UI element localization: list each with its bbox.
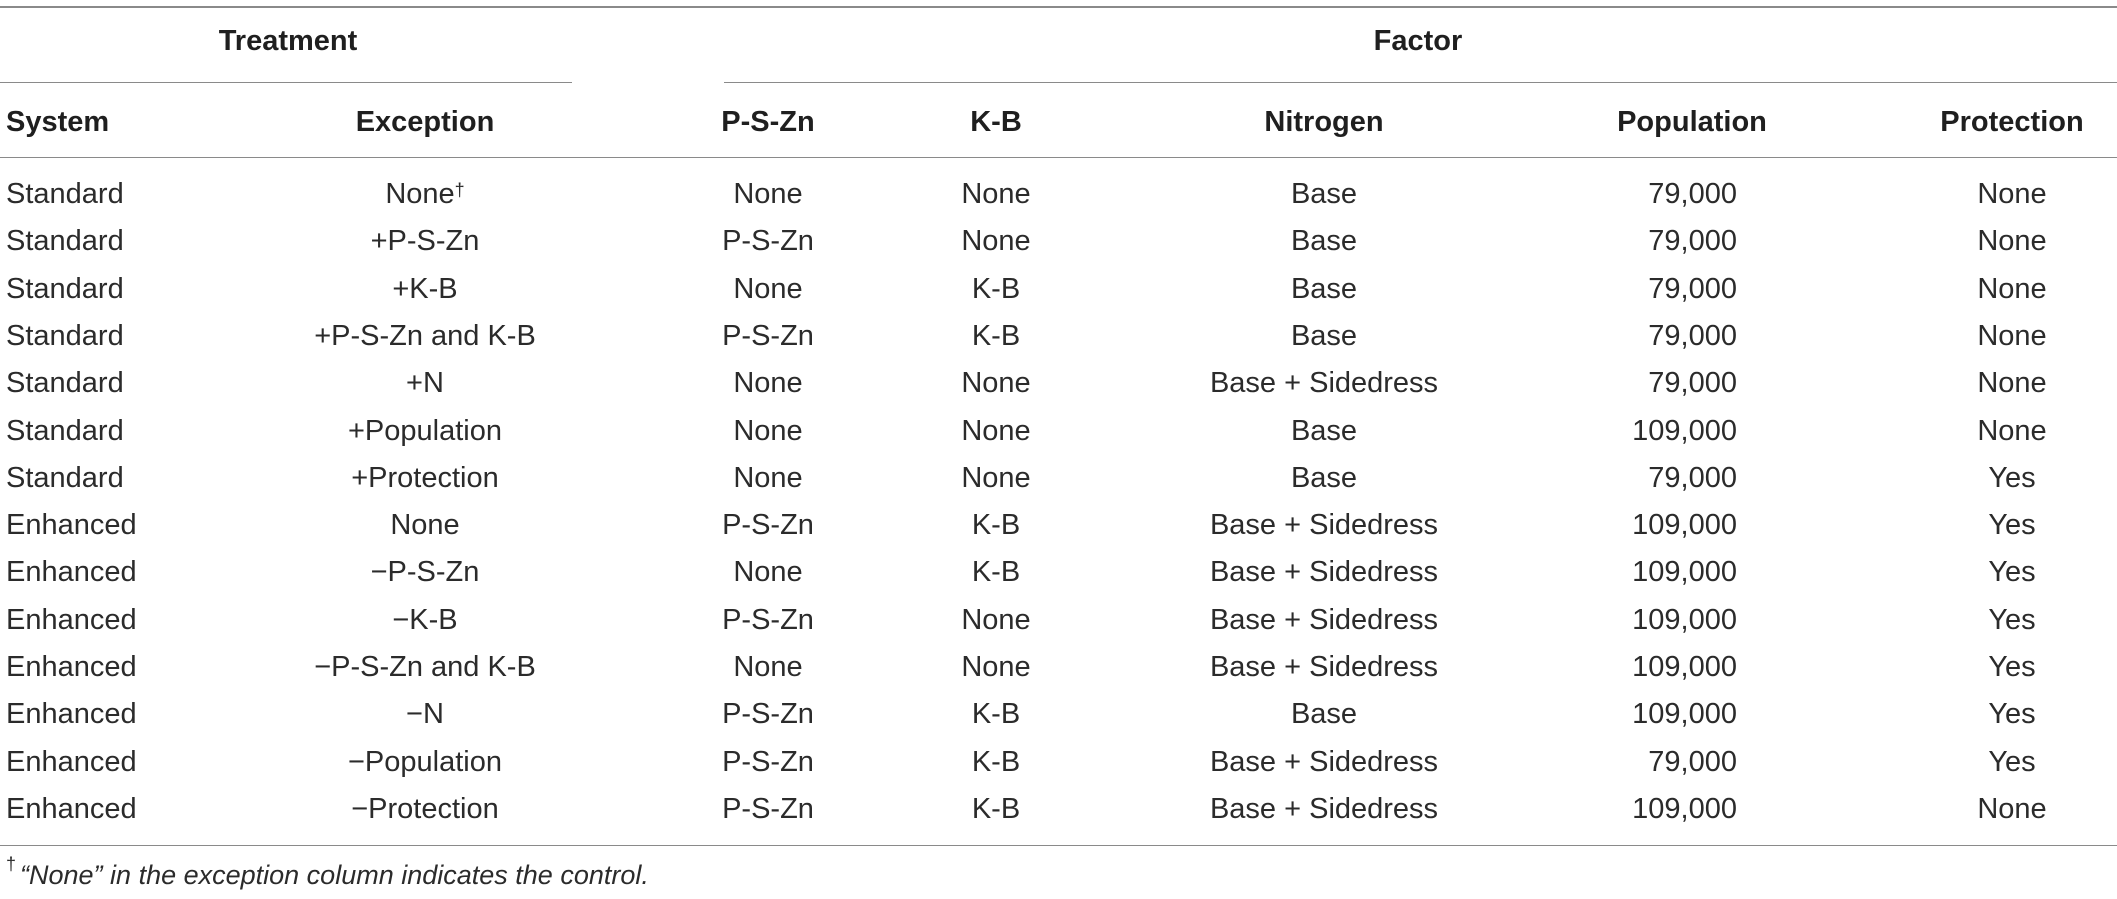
footnote (6, 854, 649, 891)
cell-population: 109,000 (1632, 651, 1737, 683)
cell-nitrogen: Base + Sidedress (1209, 604, 1439, 636)
cell-k-b: None (961, 415, 1031, 447)
column-header-system: System (6, 106, 110, 138)
cell-p-s-zn: None (733, 273, 803, 305)
cell-protection: None (1977, 793, 2047, 825)
cell-p-s-zn: None (733, 462, 803, 494)
cell-system: Enhanced (6, 509, 137, 541)
cell-system: Standard (6, 462, 124, 494)
cell-exception: −Protection (351, 793, 499, 825)
cell-k-b: K-B (971, 273, 1021, 305)
cell-exception: None (390, 509, 460, 541)
cell-protection: Yes (1988, 462, 2036, 494)
top-rule (0, 6, 2117, 8)
cell-exception: −P-S-Zn and K-B (314, 651, 536, 683)
cell-exception: +P-S-Zn (370, 225, 480, 257)
cell-system: Enhanced (6, 651, 137, 683)
cell-nitrogen: Base (1290, 415, 1358, 447)
cell-system: Enhanced (6, 556, 137, 588)
cell-k-b: None (961, 178, 1031, 210)
cell-population: 79,000 (1648, 178, 1737, 210)
cell-p-s-zn: P-S-Zn (722, 698, 814, 730)
footnote-reference-marker: † (454, 180, 465, 200)
cell-k-b: K-B (971, 556, 1021, 588)
cell-exception: −P-S-Zn (370, 556, 480, 588)
cell-system: Standard (6, 273, 124, 305)
cell-k-b: None (961, 225, 1031, 257)
cell-population: 109,000 (1632, 793, 1737, 825)
cell-p-s-zn: P-S-Zn (722, 509, 814, 541)
cell-exception: +Population (348, 415, 502, 447)
cell-nitrogen: Base + Sidedress (1209, 651, 1439, 683)
cell-p-s-zn: P-S-Zn (722, 746, 814, 778)
factor-group-rule (724, 82, 2117, 83)
column-header-protection: Protection (1940, 106, 2084, 138)
cell-system: Standard (6, 225, 124, 257)
cell-population: 79,000 (1648, 746, 1737, 778)
cell-nitrogen: Base + Sidedress (1209, 793, 1439, 825)
cell-protection: None (1977, 367, 2047, 399)
cell-population: 109,000 (1632, 604, 1737, 636)
footnote-text: “None” in the exception column indicates the control. (20, 860, 649, 890)
cell-k-b: None (961, 604, 1031, 636)
cell-system: Standard (6, 320, 124, 352)
exception-value: None (385, 178, 455, 210)
cell-population: 79,000 (1648, 367, 1737, 399)
group-header-factor: Factor (1373, 25, 1463, 57)
cell-p-s-zn: P-S-Zn (722, 320, 814, 352)
cell-exception: −K-B (392, 604, 458, 636)
cell-nitrogen: Base + Sidedress (1209, 367, 1439, 399)
cell-exception: −Population (348, 746, 502, 778)
cell-protection: Yes (1988, 698, 2036, 730)
cell-population: 109,000 (1632, 415, 1737, 447)
cell-system: Enhanced (6, 698, 137, 730)
cell-p-s-zn: P-S-Zn (722, 793, 814, 825)
header-rule (0, 157, 2117, 158)
cell-p-s-zn: None (733, 556, 803, 588)
cell-system: Enhanced (6, 746, 137, 778)
cell-p-s-zn: None (733, 178, 803, 210)
cell-nitrogen: Base (1290, 462, 1358, 494)
group-header-treatment: Treatment (218, 25, 358, 57)
cell-nitrogen: Base (1290, 225, 1358, 257)
cell-exception: +N (406, 367, 444, 399)
cell-nitrogen: Base + Sidedress (1209, 509, 1439, 541)
cell-k-b: None (961, 462, 1031, 494)
cell-population: 109,000 (1632, 556, 1737, 588)
cell-nitrogen: Base (1290, 178, 1358, 210)
cell-p-s-zn: None (733, 415, 803, 447)
cell-nitrogen: Base (1290, 273, 1358, 305)
cell-k-b: K-B (971, 698, 1021, 730)
cell-protection: Yes (1988, 651, 2036, 683)
cell-protection: None (1977, 273, 2047, 305)
cell-exception: −N (406, 698, 444, 730)
cell-system: Enhanced (6, 793, 137, 825)
cell-population: 79,000 (1648, 462, 1737, 494)
cell-population: 109,000 (1632, 698, 1737, 730)
cell-protection: None (1977, 320, 2047, 352)
cell-population: 79,000 (1648, 320, 1737, 352)
cell-protection: Yes (1988, 746, 2036, 778)
column-header-exception: Exception (355, 106, 495, 138)
cell-k-b: K-B (971, 793, 1021, 825)
cell-system: Standard (6, 367, 124, 399)
cell-k-b: K-B (971, 746, 1021, 778)
cell-protection: None (1977, 415, 2047, 447)
cell-k-b: K-B (971, 509, 1021, 541)
cell-protection: Yes (1988, 509, 2036, 541)
cell-population: 79,000 (1648, 273, 1737, 305)
cell-nitrogen: Base (1290, 698, 1358, 730)
treatment-group-rule (0, 82, 572, 83)
cell-k-b: None (961, 651, 1031, 683)
cell-p-s-zn: P-S-Zn (722, 225, 814, 257)
cell-system: Standard (6, 178, 124, 210)
column-header-nitrogen: Nitrogen (1264, 106, 1384, 138)
cell-population: 79,000 (1648, 225, 1737, 257)
cell-nitrogen: Base + Sidedress (1209, 746, 1439, 778)
column-header-k-b: K-B (970, 106, 1022, 138)
cell-exception: +P-S-Zn and K-B (314, 320, 536, 352)
cell-system: Enhanced (6, 604, 137, 636)
cell-p-s-zn: P-S-Zn (722, 604, 814, 636)
cell-exception: +Protection (351, 462, 499, 494)
cell-nitrogen: Base (1290, 320, 1358, 352)
cell-exception: +K-B (392, 273, 458, 305)
cell-k-b: None (961, 367, 1031, 399)
cell-nitrogen: Base + Sidedress (1209, 556, 1439, 588)
cell-protection: Yes (1988, 604, 2036, 636)
footnote-marker: † (6, 854, 17, 874)
cell-system: Standard (6, 415, 124, 447)
column-header-p-s-zn: P-S-Zn (721, 106, 815, 138)
cell-protection: None (1977, 178, 2047, 210)
bottom-rule (0, 845, 2117, 846)
cell-p-s-zn: None (733, 367, 803, 399)
cell-protection: None (1977, 225, 2047, 257)
cell-k-b: K-B (971, 320, 1021, 352)
cell-exception (385, 177, 464, 211)
column-header-population: Population (1617, 106, 1767, 138)
cell-p-s-zn: None (733, 651, 803, 683)
cell-population: 109,000 (1632, 509, 1737, 541)
cell-protection: Yes (1988, 556, 2036, 588)
